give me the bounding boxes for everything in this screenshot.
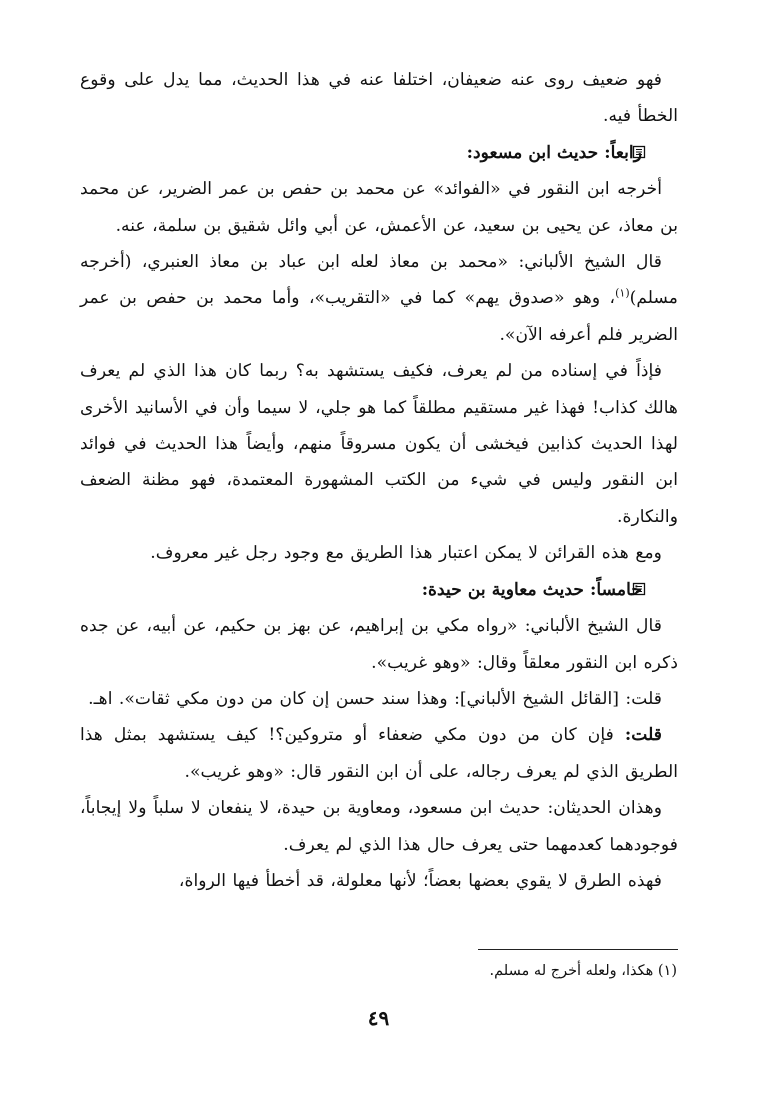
paragraph-1: فهو ضعيف روى عنه ضعيفان، اختلفا عنه في هذا الحديث، مما يدل على وقوع الخطأ فيه. xyxy=(80,70,678,127)
paragraph-8-lead: قلت: xyxy=(624,725,662,746)
paragraph-7: قلت: [القائل الشيخ الألباني]: وهذا سند حسن إن كان من دون مكي ثقات». اهـ. xyxy=(88,688,662,709)
paragraph-8-body: فإن كان من دون مكي ضعفاء أو متروكين؟! كيف يستشهد بمثل هذا الطريق الذي لم يعرف رجاله، على أن ابن النقور قال: «وهو غريب». xyxy=(80,725,678,782)
section-heading-5-text: خامساً: حديث معاوية بن حيدة: xyxy=(421,579,642,600)
page-number: ٤٩ xyxy=(367,1006,390,1030)
paragraph-3-part-a: قال الشيخ الألباني: «محمد بن معاذ لعله ابن عباد بن معاذ العنبري، (أخرجه مسلم) xyxy=(80,252,678,309)
paragraph-10: فهذه الطرق لا يقوي بعضها بعضاً؛ لأنها معلولة، قد أخطأ فيها الرواة، xyxy=(178,870,662,891)
paragraph-4: فإذاً في إسناده من لم يعرف، فكيف يستشهد به؟ ربما كان هذا الذي لم يعرف هالك كذاب! فهذا غير مستقيم مطلقاً كما هو جلي، لا سيما وأن في الأسانيد الأخرى لهذا الحديث كذابين فيخشى أن يكون مسروقاً منهم، وأيضاً هذا الحديث في فوائد ابن النقور وليس في شيء من الكتب المشهورة المعتمدة، فهو مظنة الضعف والنكارة. xyxy=(80,361,678,527)
section-heading-4 xyxy=(80,135,678,171)
book-icon xyxy=(648,573,662,587)
paragraph-9: وهذان الحديثان: حديث ابن مسعود، ومعاوية بن حيدة، لا ينفعان لا سلباً ولا إيجاباً، فوجودهما كعدمهما حتى يعرف حال هذا الذي لم يعرف. xyxy=(80,798,678,855)
section-heading-4-text: رابعاً: حديث ابن مسعود: xyxy=(466,142,642,163)
book-icon xyxy=(648,136,662,150)
footnote-marker: (١) xyxy=(615,286,630,300)
paragraph-2: أخرجه ابن النقور في «الفوائد» عن محمد بن حفص بن عمر الضرير، عن محمد بن معاذ، عن يحيى بن سعيد، عن الأعمش، عن أبي وائل شقيق بن سلمة، عنه. xyxy=(80,179,678,236)
paragraph-6: قال الشيخ الألباني: «رواه مكي بن إبراهيم، عن بهز بن حكيم، عن أبيه، عن جده ذكره ابن النقور معلقاً وقال: «وهو غريب». xyxy=(80,616,678,673)
paragraph-8 xyxy=(80,717,678,790)
paragraph-3 xyxy=(80,244,678,353)
paragraph-3-part-b: ، وهو «صدوق يهم» كما في «التقريب»، وأما محمد بن حفص بن عمر الضرير فلم أعرفه الآن». xyxy=(80,288,678,345)
footnote-divider xyxy=(478,949,678,950)
section-heading-5 xyxy=(80,572,678,608)
page-body xyxy=(80,62,678,899)
footnote: (١) هكذا، ولعله أخرج له مسلم. xyxy=(489,963,677,979)
paragraph-5: ومع هذه القرائن لا يمكن اعتبار هذا الطريق مع وجود رجل غير معروف. xyxy=(150,543,662,564)
